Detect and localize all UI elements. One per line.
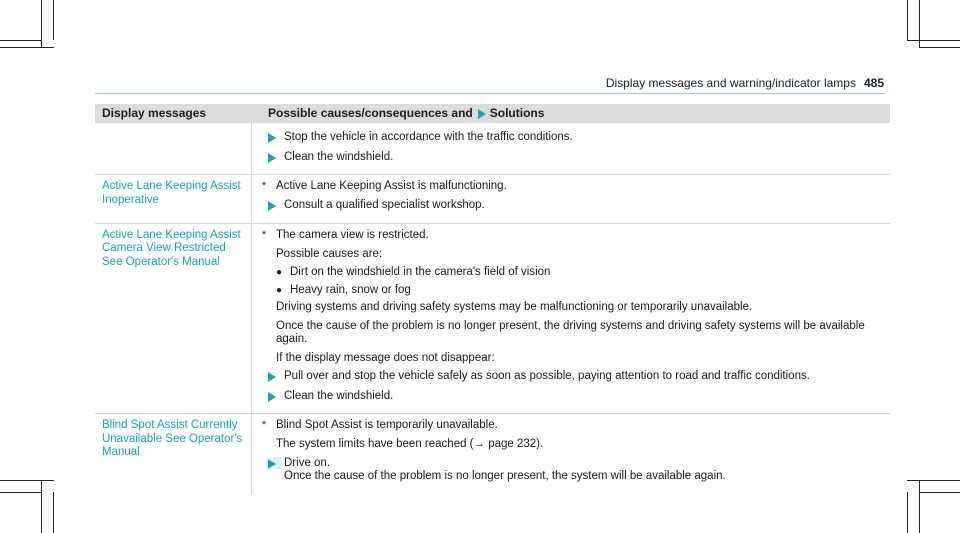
solution-gutter — [252, 370, 284, 382]
display-message-line: Camera View Restricted — [102, 242, 226, 254]
solution-text-block — [284, 390, 393, 404]
table-row — [95, 123, 890, 175]
solution-text: Consult a qualified specialist workshop. — [284, 199, 485, 211]
solution-text: Drive on. — [284, 456, 331, 469]
display-message-cell — [95, 175, 252, 223]
display-message-line: Unavailable See Operator's — [102, 432, 243, 445]
table-header — [95, 104, 890, 123]
crop-mark — [53, 492, 54, 533]
crop-mark — [907, 492, 908, 533]
table-row — [95, 224, 890, 415]
play-arrow-icon — [268, 133, 276, 143]
col-header-solutions-label: Solutions — [489, 105, 545, 120]
bullet-text: Dirt on the windshield in the camera's field of vision — [290, 266, 551, 278]
solution-text-block — [284, 151, 393, 165]
causes-solutions-cell — [252, 175, 890, 223]
info-paragraph: If the display message does not disappear: — [276, 351, 495, 364]
solution-text: Pull over and stop the vehicle safely as soon as possible, paying attention to road and traffic conditions. — [284, 370, 810, 382]
solution-gutter — [252, 390, 284, 402]
solution-gutter — [252, 131, 284, 143]
page-number: 485 — [863, 76, 884, 90]
solution-step — [252, 151, 882, 165]
solution-text-block — [284, 370, 810, 384]
solution-step — [252, 370, 882, 384]
bullet-item — [252, 284, 882, 298]
section-title: Display messages and warning/indicator lamps — [605, 76, 856, 90]
play-arrow-icon — [478, 109, 486, 119]
solution-text-block — [284, 199, 485, 213]
crop-mark — [41, 480, 42, 533]
table-row — [95, 175, 890, 224]
col-header-messages: Display messages — [102, 105, 207, 120]
display-message-line: Inoperative — [102, 193, 159, 206]
col-header-causes-label: Possible causes/consequences and — [268, 105, 473, 120]
info-paragraph: The system limits have been reached (→ page 232). — [276, 438, 544, 450]
col-header-causes — [252, 107, 544, 121]
messages-table — [95, 104, 890, 494]
crop-mark — [919, 480, 920, 533]
solution-gutter — [252, 199, 284, 211]
solution-step — [252, 131, 882, 145]
display-message-cell — [95, 414, 252, 494]
solution-step — [252, 390, 882, 404]
crop-mark — [907, 480, 960, 481]
display-message-line: Active Lane Keeping Assist — [102, 180, 241, 192]
cause-line — [252, 229, 882, 243]
solution-step — [252, 457, 882, 484]
cause-line — [252, 180, 882, 194]
solution-note: Once the cause of the problem is no longer present, the system will be available again. — [284, 470, 726, 482]
cause-marker: * — [261, 180, 267, 192]
display-message-line: Manual — [102, 446, 140, 458]
crop-mark — [907, 0, 908, 40]
solution-gutter — [252, 457, 284, 469]
solution-gutter — [252, 151, 284, 163]
cause-text: The camera view is restricted. — [276, 228, 429, 241]
info-paragraph: Once the cause of the problem is no longer present, the driving systems and driving safety systems will be available again. — [276, 319, 865, 345]
play-arrow-icon — [268, 201, 276, 211]
causes-solutions-cell — [252, 123, 890, 174]
crop-mark — [0, 492, 42, 493]
crop-mark — [919, 47, 960, 48]
bullet-text: Heavy rain, snow or fog — [290, 283, 411, 296]
crop-mark — [0, 47, 54, 48]
solution-text-block — [284, 457, 726, 484]
crop-mark — [907, 40, 960, 41]
crop-mark — [0, 480, 54, 481]
running-header — [606, 76, 884, 90]
display-message-cell — [95, 224, 252, 414]
causes-solutions-cell — [252, 224, 890, 414]
causes-solutions-cell — [252, 414, 890, 494]
play-arrow-icon — [268, 392, 276, 402]
solution-text: Clean the windshield. — [284, 150, 394, 163]
display-message-line: Blind Spot Assist Currently — [102, 419, 238, 431]
crop-mark — [0, 40, 42, 41]
display-message-line: Active Lane Keeping Assist — [102, 228, 241, 241]
header-rule — [95, 93, 885, 94]
solution-text: Clean the windshield. — [284, 389, 394, 402]
cause-line — [252, 419, 882, 433]
bullet-dot-icon: ● — [276, 284, 283, 296]
info-paragraph: Driving systems and driving safety systems may be malfunctioning or temporarily unavailable. — [276, 301, 753, 313]
bullet-dot-icon: ● — [276, 267, 283, 278]
info-paragraph: Possible causes are: — [276, 247, 383, 260]
solution-step — [252, 199, 882, 213]
crop-mark — [919, 492, 960, 493]
play-arrow-icon — [268, 372, 276, 382]
cause-marker: * — [261, 419, 267, 431]
solution-text-block — [284, 131, 573, 145]
play-arrow-icon — [268, 153, 276, 163]
bullet-item — [252, 266, 882, 280]
table-row — [95, 414, 890, 494]
solution-text: Stop the vehicle in accordance with the traffic conditions. — [284, 131, 573, 143]
cause-marker: * — [261, 228, 267, 241]
cause-text: Active Lane Keeping Assist is malfunctioning. — [276, 180, 507, 192]
crop-mark — [53, 0, 54, 40]
display-message-line: See Operator's Manual — [102, 255, 220, 268]
cause-text: Blind Spot Assist is temporarily unavailable. — [276, 419, 498, 431]
display-message-cell — [95, 123, 252, 174]
table-body — [95, 123, 890, 494]
play-arrow-icon — [268, 459, 276, 469]
